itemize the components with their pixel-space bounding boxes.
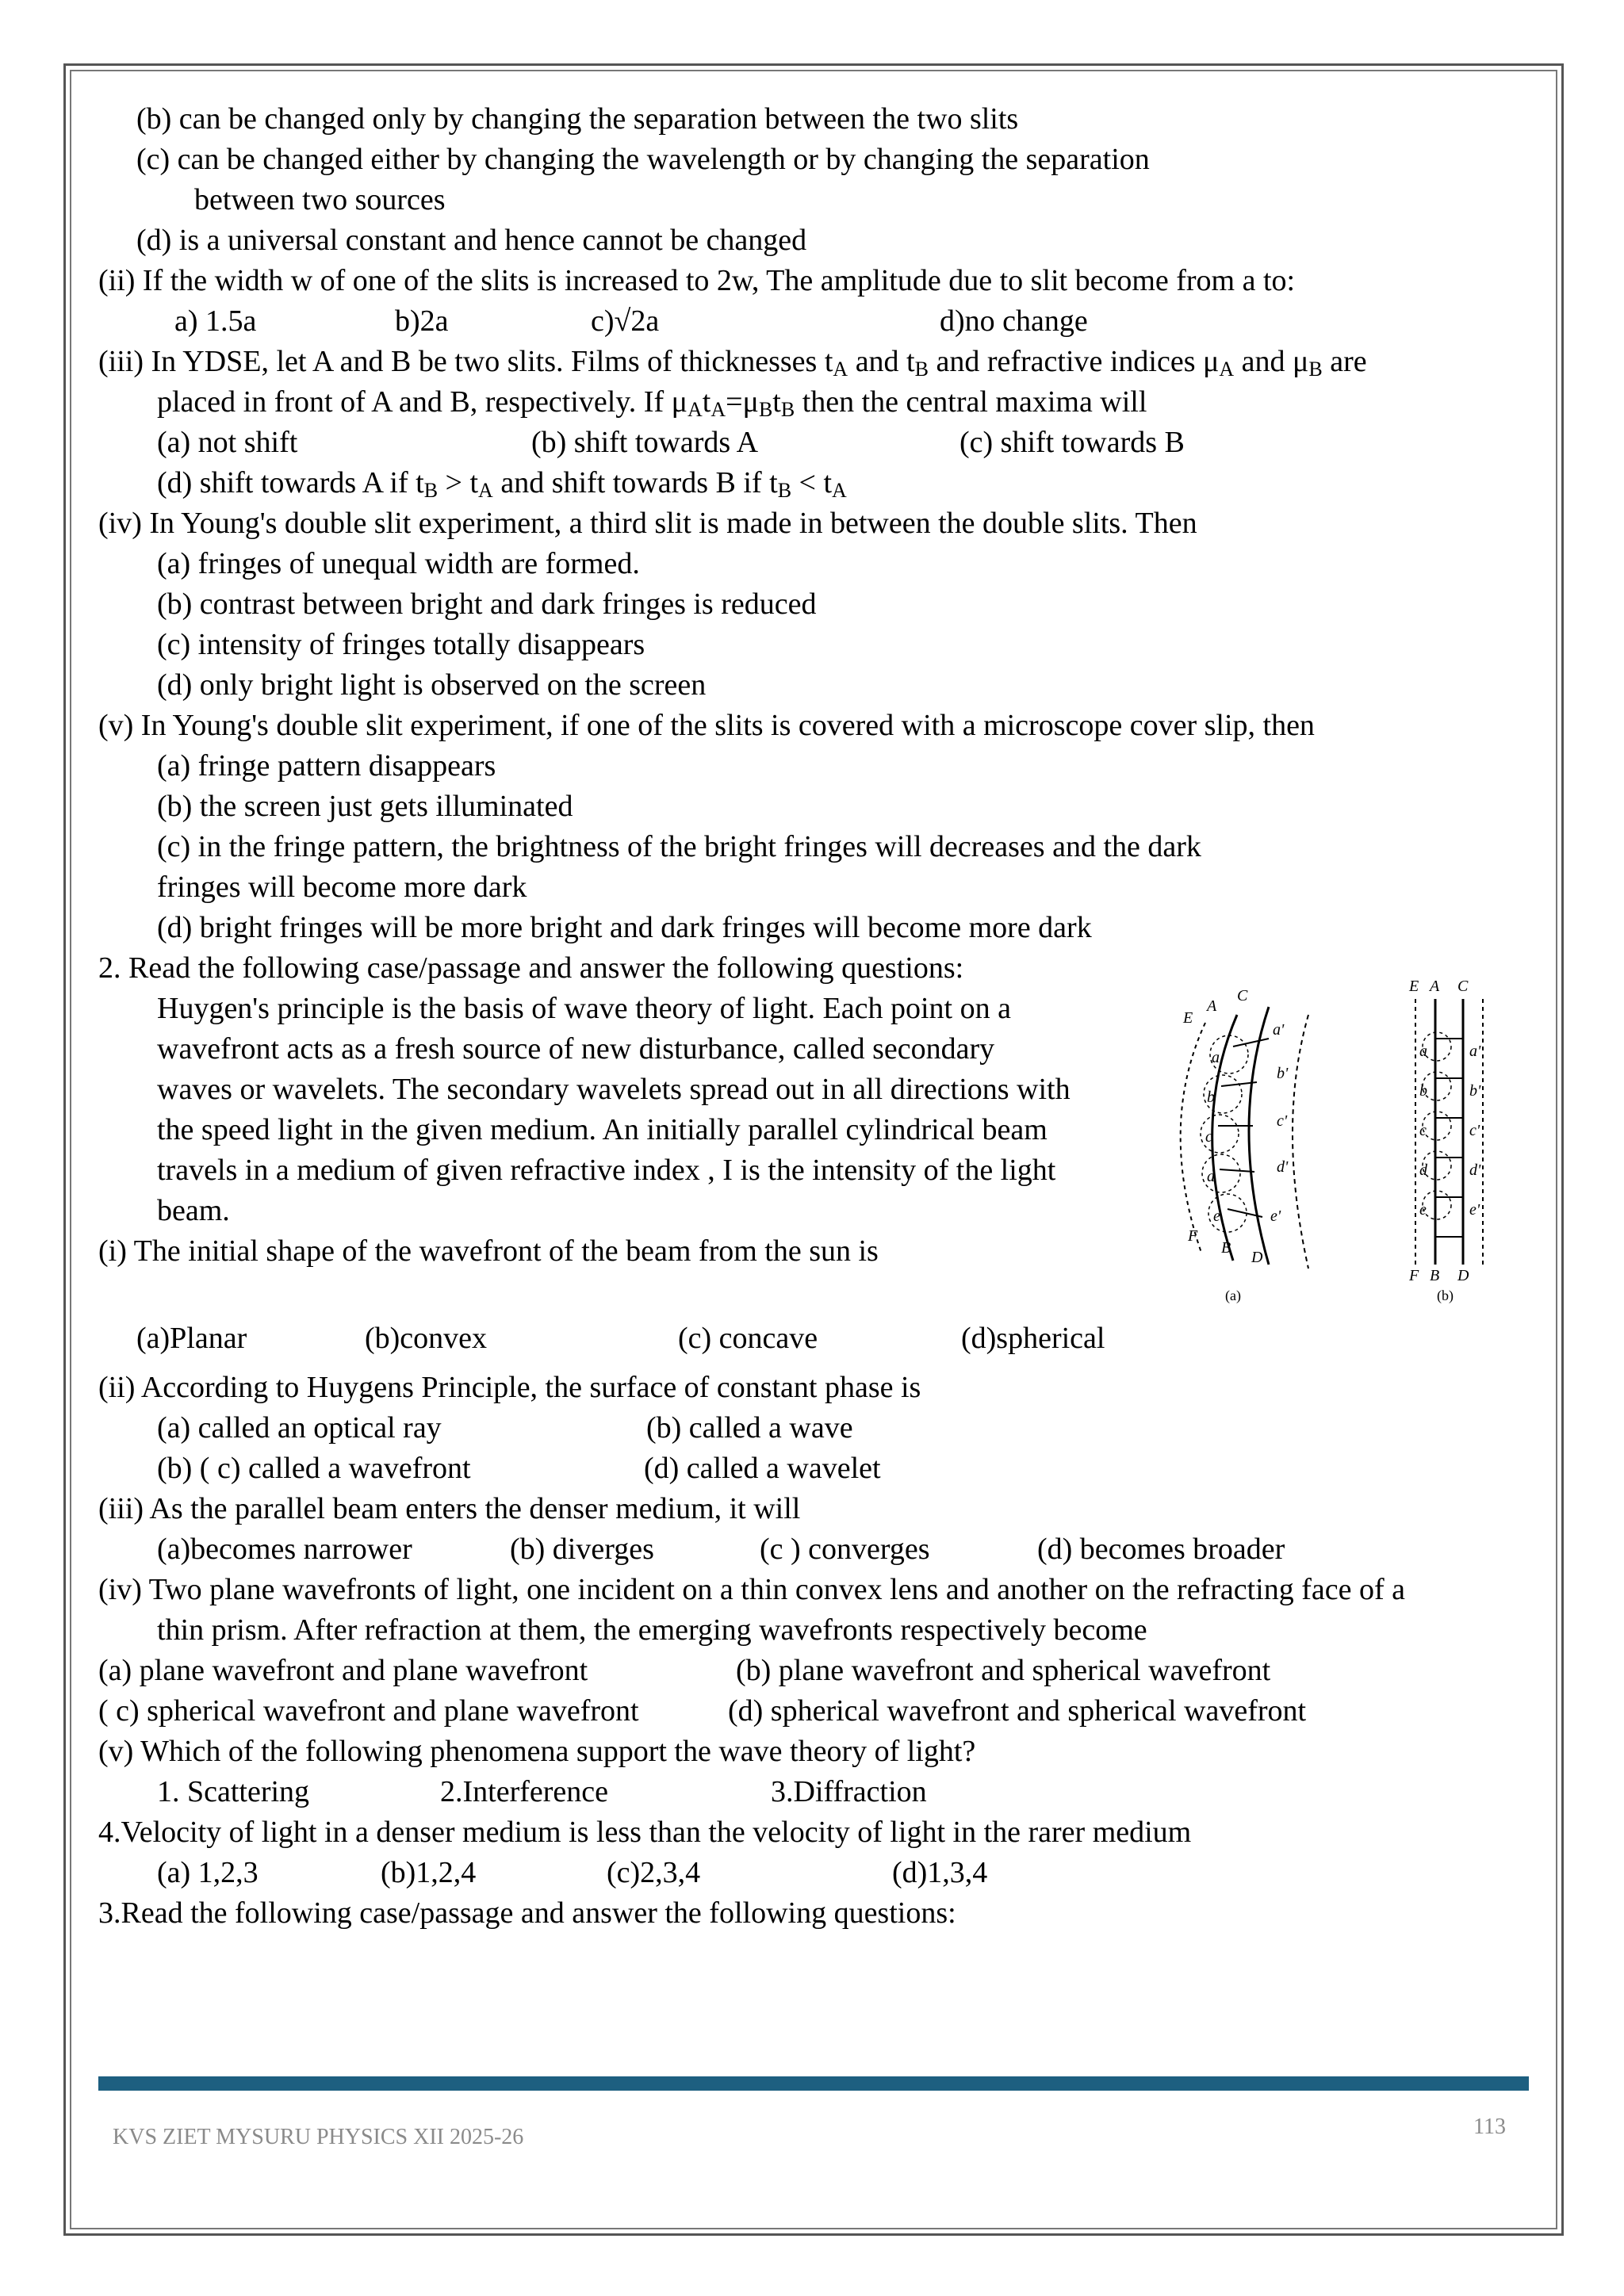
fig-a-inner-e: e [1213,1207,1220,1225]
q2-iv-option-b: (b) plane wavefront and spherical wavefront [736,1654,1271,1687]
fig-b-label-E: E [1409,978,1419,995]
fig-a-inner-d: d [1207,1168,1215,1185]
q2-heading: 2. Read the following case/passage and answer the following questions: [98,951,964,985]
q1-iv-option-b: (b) contrast between bright and dark fringes is reduced [157,587,817,621]
fig-b-label-F: F [1409,1267,1419,1284]
q1-iv-question: (iv) In Young's double slit experiment, a third slit is made in between the double slits. Then [98,507,1197,540]
q2-v-option-b: (b)1,2,4 [381,1856,477,1889]
q2-ii-question: (ii) According to Huygens Principle, the surface of constant phase is [98,1371,921,1404]
q2-v-item-1: 1. Scattering [157,1775,310,1808]
q2-passage-line3: waves or wavelets. The secondary wavelets spread out in all directions with [157,1073,1071,1106]
fig-a-outer-d: d' [1277,1158,1289,1176]
q1-v-option-d: (d) bright fringes will be more bright and dark fringes will become more dark [157,911,1092,944]
q2-ii-option-d: (d) called a wavelet [644,1452,881,1485]
q1-v-option-b: (b) the screen just gets illuminated [157,790,573,823]
q1-option-c-line2: between two sources [194,183,446,216]
q2-v-option-a: (a) 1,2,3 [157,1856,259,1889]
fig-a-inner-c: c [1205,1128,1212,1146]
q1-ii-option-d: d)no change [940,304,1088,338]
q1-ii-option-a: a) 1.5a [174,304,257,338]
q2-iv-question-line1: (iv) Two plane wavefronts of light, one incident on a thin convex lens and another on the refracting face of a [98,1573,1406,1606]
fig-a-outer-e: e' [1270,1207,1281,1225]
q2-iv-option-a: (a) plane wavefront and plane wavefront [98,1654,588,1687]
q1-iii-option-b: (b) shift towards A [531,426,759,459]
q2-v-option-c: (c)2,3,4 [607,1856,701,1889]
q2-v-option-d: (d)1,3,4 [892,1856,988,1889]
fig-b-inner-b: b [1419,1082,1427,1100]
q1-iii-option-d: (d) shift towards A if $t_B > t_A$ and shift towards B if $t_B < t_A$ [157,466,847,502]
q2-passage-line5: travels in a medium of given refractive index , I is the intensity of the light [157,1154,1056,1187]
q2-iv-question-line2: thin prism. After refraction at them, the emerging wavefronts respectively become [157,1613,1147,1647]
q1-option-b: (b) can be changed only by changing the separation between the two slits [136,102,1019,136]
fig-a-inner-b: b [1207,1089,1215,1106]
q1-iii-option-c: (c) shift towards B [959,426,1185,459]
q2-i-option-b: (b)convex [365,1322,488,1355]
fig-b-outer-e: e' [1469,1201,1480,1219]
fig-b-label-C: C [1457,978,1469,995]
fig-a-outer-b: b' [1277,1065,1289,1082]
fig-caption-a: (a) [1225,1288,1241,1303]
fig-b-outer-a: a' [1469,1043,1481,1060]
fig-b-label-B: B [1430,1267,1440,1284]
q2-i-question: (i) The initial shape of the wavefront of the beam from the sun is [98,1234,879,1268]
fig-a-outer-a: a' [1273,1021,1285,1039]
fig-a-inner-a: a [1212,1049,1220,1066]
huygens-wavefront-figure [1158,967,1538,1308]
q2-v-item-2: 2.Interference [440,1775,609,1808]
fig-a-label-A: A [1207,997,1217,1015]
q2-iii-question: (iii) As the parallel beam enters the denser medium, it will [98,1492,801,1525]
fig-b-label-A: A [1430,978,1440,995]
q2-passage-line1: Huygen's principle is the basis of wave theory of light. Each point on a [157,992,1011,1025]
q2-iv-option-d: (d) spherical wavefront and spherical wavefront [728,1694,1307,1728]
q1-iii-question-line1: (iii) In YDSE, let A and B be two slits. Films of thicknesses $t_A$ and $t_B$ and refractive indices $\mu_A$ and $\mu_B$ are [98,345,1367,381]
q2-iii-option-a: (a)becomes narrower [157,1533,412,1566]
fig-b-inner-d: d [1419,1161,1427,1179]
q2-ii-option-c: (b) ( c) called a wavefront [157,1452,471,1485]
q2-iii-option-c: (c ) converges [760,1533,930,1566]
page-number: 113 [1473,2114,1506,2139]
q1-v-question: (v) In Young's double slit experiment, if one of the slits is covered with a microscope cover slip, then [98,709,1315,742]
fig-a-label-F: F [1188,1227,1198,1245]
fig-a-label-E: E [1183,1009,1193,1027]
q2-i-option-c: (c) concave [678,1322,818,1355]
q1-iv-option-a: (a) fringes of unequal width are formed. [157,547,640,580]
fig-b-inner-a: a [1419,1043,1427,1060]
q1-iii-question-line2: placed in front of A and B, respectively. If $\mu_At_A=\mu_Bt_B$ then the central maxima will [157,385,1147,421]
q1-iv-option-d: (d) only bright light is observed on the screen [157,668,707,702]
q2-iii-option-b: (b) diverges [510,1533,654,1566]
q1-ii-question: (ii) If the width w of one of the slits is increased to 2w, The amplitude due to slit become from a to: [98,264,1296,297]
q2-v-item-4: 4.Velocity of light in a denser medium is less than the velocity of light in the rarer medium [98,1816,1192,1849]
footer-divider-bar [98,2076,1529,2091]
q2-passage-line4: the speed light in the given medium. An initially parallel cylindrical beam [157,1113,1048,1146]
q1-ii-option-c: c)√2a [591,304,660,338]
fig-b-outer-c: c' [1469,1122,1480,1139]
footer-text: KVS ZIET MYSURU PHYSICS XII 2025-26 [113,2125,524,2149]
fig-b-outer-d: d' [1469,1161,1481,1179]
q2-ii-option-b: (b) called a wave [646,1411,853,1445]
q1-iv-option-c: (c) intensity of fringes totally disappears [157,628,645,661]
fig-a-label-D: D [1251,1249,1263,1266]
q1-option-d: (d) is a universal constant and hence cannot be changed [136,224,807,257]
q2-i-option-d: (d)spherical [961,1322,1105,1355]
q1-v-option-c-line2: fringes will become more dark [157,871,527,904]
fig-a-outer-c: c' [1277,1112,1288,1130]
q2-v-question: (v) Which of the following phenomena support the wave theory of light? [98,1735,976,1768]
q2-i-option-a: (a)Planar [136,1322,247,1355]
q2-v-item-3: 3.Diffraction [771,1775,927,1808]
fig-b-inner-e: e [1419,1201,1427,1219]
figure-a-curved-wavefronts [1181,1007,1308,1269]
q2-iv-option-c: ( c) spherical wavefront and plane wavefront [98,1694,639,1728]
fig-b-label-D: D [1457,1267,1469,1284]
fig-b-inner-c: c [1419,1122,1427,1139]
fig-a-label-B: B [1221,1239,1231,1257]
q1-v-option-a: (a) fringe pattern disappears [157,749,496,783]
q1-ii-option-b: b)2a [395,304,449,338]
q2-passage-line6: beam. [157,1194,230,1227]
q1-v-option-c-line1: (c) in the fringe pattern, the brightness of the bright fringes will decreases and the dark [157,830,1201,863]
q2-passage-line2: wavefront acts as a fresh source of new disturbance, called secondary [157,1032,995,1066]
q1-iii-option-a: (a) not shift [157,426,298,459]
q3-heading: 3.Read the following case/passage and answer the following questions: [98,1896,956,1930]
q1-option-c-line1: (c) can be changed either by changing the wavelength or by changing the separation [136,143,1150,176]
fig-caption-b: (b) [1437,1288,1454,1303]
q2-ii-option-a: (a) called an optical ray [157,1411,442,1445]
fig-b-outer-b: b' [1469,1082,1481,1100]
q2-iii-option-d: (d) becomes broader [1037,1533,1285,1566]
fig-a-label-C: C [1237,987,1248,1004]
